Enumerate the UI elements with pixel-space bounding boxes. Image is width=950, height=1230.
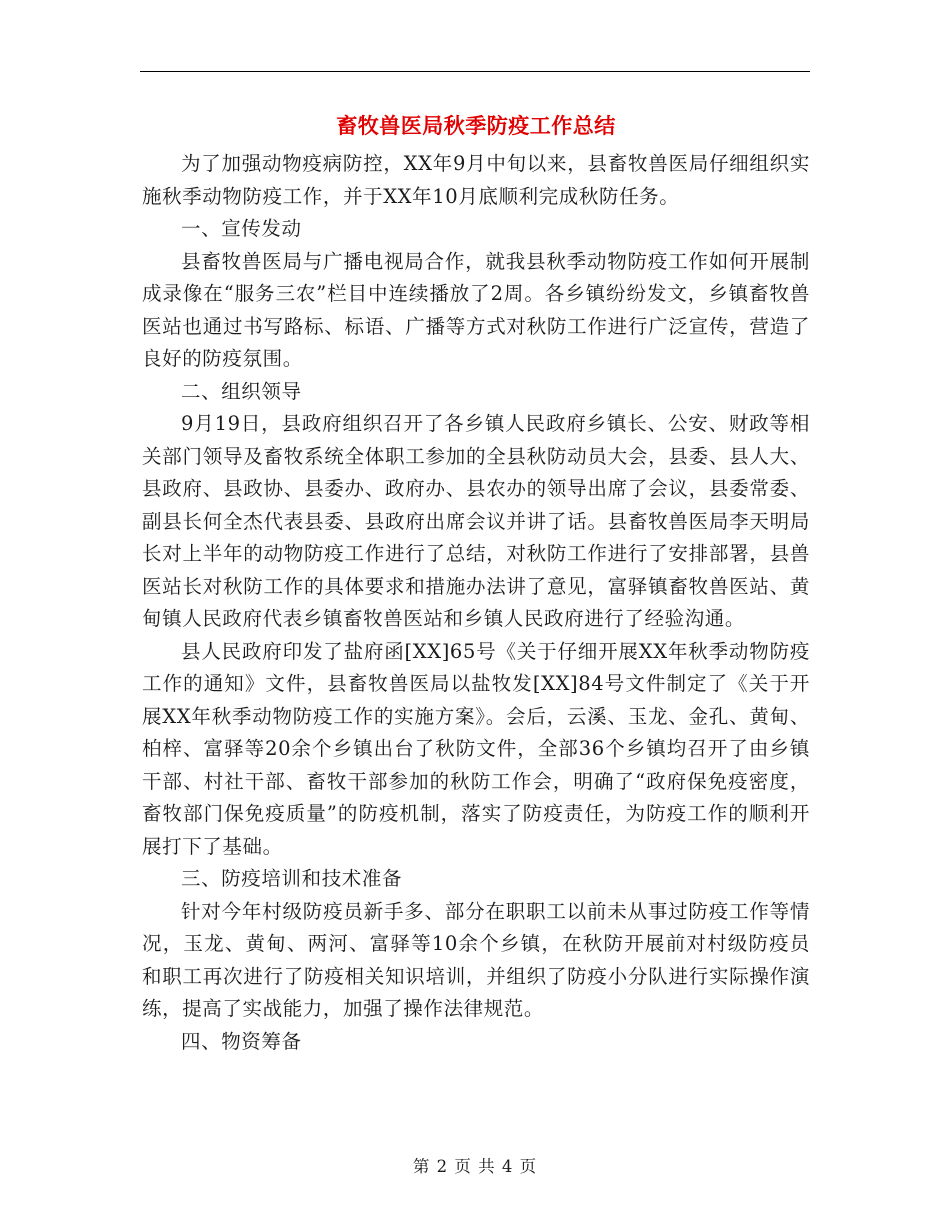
section-heading-publicity: 一、宣传发动: [181, 217, 302, 240]
organization-paragraph: 9月19日，县政府组织召开了各乡镇人民政府乡镇长、公安、财政等相关部门领导及畜牧系统全体职工参加的全县秋防动员大会，县委、县人大、县政府、县政协、县委办、政府办、县农办的领导出席了会议，县委常委、副县长何全杰代表县委、县政府出席会议并讲了话。县畜牧兽医局李天明局长对上半年的动物防疫工作进行了总结，对秋防工作进行了安排部署，县兽医站长对秋防工作的具体要求和措施办法讲了意见，富驿镇畜牧兽医站、黄甸镇人民政府代表乡镇畜牧兽医站和乡镇人民政府进行了经验沟通。: [142, 412, 810, 630]
document-title: 畜牧兽医局秋季防疫工作总结: [336, 113, 616, 138]
section-heading-organization: 二、组织领导: [181, 379, 302, 403]
training-paragraph: 针对今年村级防疫员新手多、部分在职职工以前未从事过防疫工作等情况，玉龙、黄甸、两河、富驿等10余个乡镇，在秋防开展前对村级防疫员和职工再次进行了防疫相关知识培训，并组织了防疫小分队进行实际操作演练，提高了实战能力，加强了操作法律规范。: [142, 899, 810, 1020]
page-number: 第 2 页 共 4 页: [412, 1157, 538, 1176]
intro-paragraph: 为了加强动物疫病防控，XX年9月中旬以来，县畜牧兽医局仔细组织实施秋季动物防疫工作，并于XX年10月底顺利完成秋防任务。: [142, 152, 810, 208]
document-body: [142, 106, 810, 1058]
header-rule: [140, 71, 810, 72]
publicity-paragraph: 县畜牧兽医局与广播电视局合作，就我县秋季动物防疫工作如何开展制成录像在“服务三农”栏目中连续播放了2周。各乡镇纷纷发文，乡镇畜牧兽医站也通过书写路标、标语、广播等方式对秋防工作进行广泛宣传，营造了良好的防疫氛围。: [142, 249, 810, 370]
documents-paragraph: 县人民政府印发了盐府函[XX]65号《关于仔细开展XX年秋季动物防疫工作的通知》文件，县畜牧兽医局以盐牧发[XX]84号文件制定了《关于开展XX年秋季动物防疫工作的实施方案》。会后，云溪、玉龙、金孔、黄甸、柏梓、富驿等20余个乡镇出台了秋防文件，全部36个乡镇均召开了由乡镇干部、村社干部、畜牧干部参加的秋防工作会，明确了“政府保免疫密度，畜牧部门保免疫质量”的防疫机制，落实了防疫责任，为防疫工作的顺利开展打下了基础。: [142, 639, 810, 858]
section-heading-supplies: 四、物资筹备: [181, 1029, 302, 1053]
section-heading-training: 三、防疫培训和技术准备: [181, 867, 403, 890]
